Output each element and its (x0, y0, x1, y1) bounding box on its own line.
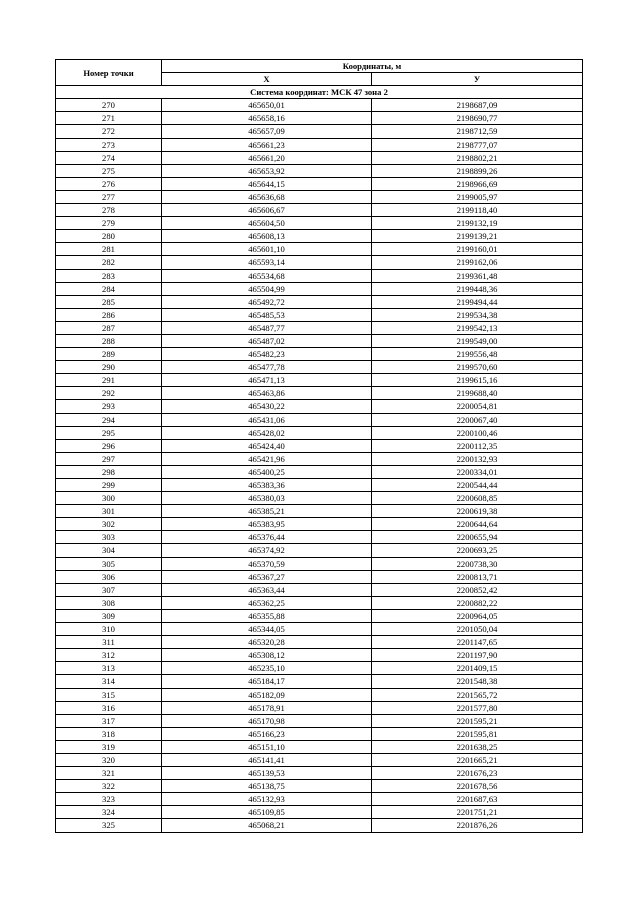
y-coordinate-cell: 2201050,04 (372, 623, 583, 636)
point-number-cell: 305 (56, 557, 162, 570)
x-coordinate-cell: 465424,40 (162, 439, 372, 452)
point-number-cell: 283 (56, 269, 162, 282)
table-row (56, 269, 583, 282)
y-coordinate-cell: 2201595,21 (372, 714, 583, 727)
y-coordinate-cell: 2200813,71 (372, 570, 583, 583)
table-row (56, 177, 583, 190)
point-number-cell: 289 (56, 348, 162, 361)
y-coordinate-cell: 2201409,15 (372, 662, 583, 675)
y-coordinate-cell: 2201751,21 (372, 806, 583, 819)
table-row (56, 190, 583, 203)
table-row (56, 295, 583, 308)
x-coordinate-cell: 465376,44 (162, 531, 372, 544)
point-number-cell: 314 (56, 675, 162, 688)
x-coordinate-cell: 465068,21 (162, 819, 372, 832)
x-coordinate-cell: 465151,10 (162, 740, 372, 753)
x-coordinate-cell: 465362,25 (162, 596, 372, 609)
x-coordinate-cell: 465109,85 (162, 806, 372, 819)
x-coordinate-cell: 465166,23 (162, 727, 372, 740)
y-coordinate-cell: 2199005,97 (372, 190, 583, 203)
table-row (56, 544, 583, 557)
y-coordinate-cell: 2200852,42 (372, 583, 583, 596)
table-row (56, 819, 583, 832)
y-coordinate-cell: 2200693,25 (372, 544, 583, 557)
coordinate-system-label: Система координат: МСК 47 зона 2 (56, 86, 583, 99)
point-number-cell: 303 (56, 531, 162, 544)
x-coordinate-cell: 465593,14 (162, 256, 372, 269)
table-row (56, 675, 583, 688)
y-coordinate-cell: 2200644,64 (372, 518, 583, 531)
table-row (56, 753, 583, 766)
point-number-cell: 297 (56, 452, 162, 465)
y-coordinate-cell: 2198687,09 (372, 99, 583, 112)
y-coordinate-cell: 2200132,93 (372, 452, 583, 465)
point-number-cell: 285 (56, 295, 162, 308)
x-coordinate-cell: 465184,17 (162, 675, 372, 688)
x-coordinate-cell: 465431,06 (162, 413, 372, 426)
x-coordinate-cell: 465661,20 (162, 151, 372, 164)
y-coordinate-cell: 2200619,38 (372, 505, 583, 518)
table-row (56, 806, 583, 819)
point-number-cell: 310 (56, 623, 162, 636)
x-coordinate-cell: 465344,05 (162, 623, 372, 636)
x-coordinate-cell: 465644,15 (162, 177, 372, 190)
x-coordinate-cell: 465320,28 (162, 636, 372, 649)
point-number-cell: 296 (56, 439, 162, 452)
y-coordinate-cell: 2199570,60 (372, 361, 583, 374)
x-coordinate-cell: 465658,16 (162, 112, 372, 125)
table-row (56, 282, 583, 295)
table-row (56, 649, 583, 662)
table-row (56, 334, 583, 347)
point-number-cell: 291 (56, 374, 162, 387)
point-number-cell: 313 (56, 662, 162, 675)
point-number-cell: 290 (56, 361, 162, 374)
y-coordinate-cell: 2199118,40 (372, 204, 583, 217)
table-row (56, 740, 583, 753)
y-coordinate-cell: 2199139,21 (372, 230, 583, 243)
y-coordinate-cell: 2201147,65 (372, 636, 583, 649)
x-coordinate-cell: 465485,53 (162, 308, 372, 321)
y-coordinate-cell: 2201577,80 (372, 701, 583, 714)
x-coordinate-cell: 465482,23 (162, 348, 372, 361)
y-coordinate-cell: 2198899,26 (372, 164, 583, 177)
x-coordinate-cell: 465492,72 (162, 295, 372, 308)
x-coordinate-cell: 465235,10 (162, 662, 372, 675)
y-coordinate-cell: 2201197,90 (372, 649, 583, 662)
table-row (56, 138, 583, 151)
point-number-cell: 274 (56, 151, 162, 164)
y-coordinate-cell: 2199615,16 (372, 374, 583, 387)
y-coordinate-cell: 2199448,36 (372, 282, 583, 295)
y-coordinate-cell: 2199162,06 (372, 256, 583, 269)
point-number-cell: 276 (56, 177, 162, 190)
table-row (56, 243, 583, 256)
x-coordinate-cell: 465608,13 (162, 230, 372, 243)
table-row (56, 465, 583, 478)
point-number-cell: 270 (56, 99, 162, 112)
point-number-cell: 272 (56, 125, 162, 138)
y-coordinate-cell: 2200738,30 (372, 557, 583, 570)
table-row (56, 230, 583, 243)
point-number-cell: 298 (56, 465, 162, 478)
x-coordinate-cell: 465132,93 (162, 793, 372, 806)
y-coordinate-cell: 2200964,05 (372, 609, 583, 622)
point-number-cell: 312 (56, 649, 162, 662)
x-coordinate-cell: 465657,09 (162, 125, 372, 138)
table-row (56, 361, 583, 374)
y-coordinate-cell: 2200334,01 (372, 465, 583, 478)
point-number-cell: 323 (56, 793, 162, 806)
y-coordinate-cell: 2200882,22 (372, 596, 583, 609)
x-coordinate-cell: 465380,03 (162, 492, 372, 505)
x-coordinate-cell: 465178,91 (162, 701, 372, 714)
x-coordinate-cell: 465653,92 (162, 164, 372, 177)
point-number-cell: 316 (56, 701, 162, 714)
y-coordinate-cell: 2198802,21 (372, 151, 583, 164)
table-row (56, 583, 583, 596)
y-coordinate-cell: 2199160,01 (372, 243, 583, 256)
y-coordinate-cell: 2199549,00 (372, 334, 583, 347)
x-coordinate-cell: 465661,23 (162, 138, 372, 151)
x-coordinate-cell: 465141,41 (162, 753, 372, 766)
table-row (56, 374, 583, 387)
point-number-cell: 325 (56, 819, 162, 832)
table-row (56, 623, 583, 636)
table-row (56, 479, 583, 492)
table-row (56, 387, 583, 400)
header-row (56, 60, 583, 73)
x-coordinate-cell: 465601,10 (162, 243, 372, 256)
table-row (56, 452, 583, 465)
point-number-cell: 273 (56, 138, 162, 151)
table-row (56, 570, 583, 583)
point-number-cell: 284 (56, 282, 162, 295)
x-coordinate-cell: 465477,78 (162, 361, 372, 374)
point-number-header: Номер точки (56, 60, 162, 86)
point-number-cell: 304 (56, 544, 162, 557)
y-coordinate-cell: 2199556,48 (372, 348, 583, 361)
table-row (56, 164, 583, 177)
point-number-cell: 278 (56, 204, 162, 217)
table-row (56, 439, 583, 452)
table-row (56, 151, 583, 164)
x-coordinate-cell: 465170,98 (162, 714, 372, 727)
x-coordinate-cell: 465383,36 (162, 479, 372, 492)
y-header: У (372, 73, 583, 86)
table-row (56, 688, 583, 701)
y-coordinate-cell: 2200608,85 (372, 492, 583, 505)
y-coordinate-cell: 2201665,21 (372, 753, 583, 766)
table-row (56, 217, 583, 230)
y-coordinate-cell: 2198966,69 (372, 177, 583, 190)
y-coordinate-cell: 2201676,23 (372, 767, 583, 780)
table-row (56, 714, 583, 727)
point-number-cell: 281 (56, 243, 162, 256)
x-header: X (162, 73, 372, 86)
point-number-cell: 287 (56, 321, 162, 334)
point-number-cell: 309 (56, 609, 162, 622)
x-coordinate-cell: 465374,92 (162, 544, 372, 557)
y-coordinate-cell: 2198690,77 (372, 112, 583, 125)
table-row (56, 348, 583, 361)
point-number-cell: 288 (56, 334, 162, 347)
x-coordinate-cell: 465139,53 (162, 767, 372, 780)
point-number-cell: 277 (56, 190, 162, 203)
point-number-cell: 318 (56, 727, 162, 740)
coordinate-system-row (56, 86, 583, 99)
y-coordinate-cell: 2201687,63 (372, 793, 583, 806)
y-coordinate-cell: 2199542,13 (372, 321, 583, 334)
y-coordinate-cell: 2200054,81 (372, 400, 583, 413)
x-coordinate-cell: 465383,95 (162, 518, 372, 531)
y-coordinate-cell: 2201565,72 (372, 688, 583, 701)
point-number-cell: 306 (56, 570, 162, 583)
point-number-cell: 320 (56, 753, 162, 766)
y-coordinate-cell: 2199132,19 (372, 217, 583, 230)
y-coordinate-cell: 2198777,07 (372, 138, 583, 151)
y-coordinate-cell: 2201876,26 (372, 819, 583, 832)
x-coordinate-cell: 465471,13 (162, 374, 372, 387)
point-number-cell: 311 (56, 636, 162, 649)
y-coordinate-cell: 2199494,44 (372, 295, 583, 308)
table-row (56, 596, 583, 609)
x-coordinate-cell: 465534,68 (162, 269, 372, 282)
x-coordinate-cell: 465487,02 (162, 334, 372, 347)
x-coordinate-cell: 465370,59 (162, 557, 372, 570)
y-coordinate-cell: 2200100,46 (372, 426, 583, 439)
table-row (56, 767, 583, 780)
y-coordinate-cell: 2201678,56 (372, 780, 583, 793)
table-row (56, 609, 583, 622)
point-number-cell: 322 (56, 780, 162, 793)
point-number-cell: 321 (56, 767, 162, 780)
point-number-cell: 282 (56, 256, 162, 269)
point-number-cell: 308 (56, 596, 162, 609)
table-row (56, 112, 583, 125)
point-number-cell: 315 (56, 688, 162, 701)
point-number-cell: 294 (56, 413, 162, 426)
table-row (56, 662, 583, 675)
table-row (56, 256, 583, 269)
y-coordinate-cell: 2200655,94 (372, 531, 583, 544)
x-coordinate-cell: 465650,01 (162, 99, 372, 112)
y-coordinate-cell: 2200544,44 (372, 479, 583, 492)
x-coordinate-cell: 465385,21 (162, 505, 372, 518)
x-coordinate-cell: 465428,02 (162, 426, 372, 439)
x-coordinate-cell: 465138,75 (162, 780, 372, 793)
document-page (55, 59, 582, 833)
table-row (56, 321, 583, 334)
table-row (56, 636, 583, 649)
table-row (56, 426, 583, 439)
y-coordinate-cell: 2200067,40 (372, 413, 583, 426)
y-coordinate-cell: 2199688,40 (372, 387, 583, 400)
table-row (56, 793, 583, 806)
y-coordinate-cell: 2199361,48 (372, 269, 583, 282)
table-row (56, 557, 583, 570)
point-number-cell: 279 (56, 217, 162, 230)
point-number-cell: 293 (56, 400, 162, 413)
table-body (56, 86, 583, 832)
point-number-cell: 286 (56, 308, 162, 321)
x-coordinate-cell: 465182,09 (162, 688, 372, 701)
x-coordinate-cell: 465504,99 (162, 282, 372, 295)
point-number-cell: 317 (56, 714, 162, 727)
x-coordinate-cell: 465308,12 (162, 649, 372, 662)
point-number-cell: 292 (56, 387, 162, 400)
point-number-cell: 302 (56, 518, 162, 531)
table-row (56, 125, 583, 138)
y-coordinate-cell: 2201548,38 (372, 675, 583, 688)
table-row (56, 505, 583, 518)
y-coordinate-cell: 2199534,38 (372, 308, 583, 321)
point-number-cell: 301 (56, 505, 162, 518)
y-coordinate-cell: 2201638,25 (372, 740, 583, 753)
table-row (56, 492, 583, 505)
table-row (56, 531, 583, 544)
table-row (56, 780, 583, 793)
x-coordinate-cell: 465487,77 (162, 321, 372, 334)
point-number-cell: 271 (56, 112, 162, 125)
point-number-cell: 299 (56, 479, 162, 492)
x-coordinate-cell: 465355,88 (162, 609, 372, 622)
coordinates-header: Координаты, м (162, 60, 583, 73)
point-number-cell: 295 (56, 426, 162, 439)
table-row (56, 308, 583, 321)
table-row (56, 413, 583, 426)
table-row (56, 701, 583, 714)
table-row (56, 727, 583, 740)
x-coordinate-cell: 465463,86 (162, 387, 372, 400)
x-coordinate-cell: 465421,96 (162, 452, 372, 465)
table-row (56, 204, 583, 217)
x-coordinate-cell: 465367,27 (162, 570, 372, 583)
x-coordinate-cell: 465606,67 (162, 204, 372, 217)
x-coordinate-cell: 465636,68 (162, 190, 372, 203)
table-row (56, 518, 583, 531)
y-coordinate-cell: 2200112,35 (372, 439, 583, 452)
y-coordinate-cell: 2198712,59 (372, 125, 583, 138)
point-number-cell: 280 (56, 230, 162, 243)
x-coordinate-cell: 465400,25 (162, 465, 372, 478)
point-number-cell: 275 (56, 164, 162, 177)
coordinates-table (55, 59, 583, 833)
x-coordinate-cell: 465363,44 (162, 583, 372, 596)
point-number-cell: 307 (56, 583, 162, 596)
point-number-cell: 300 (56, 492, 162, 505)
x-coordinate-cell: 465604,50 (162, 217, 372, 230)
y-coordinate-cell: 2201595,81 (372, 727, 583, 740)
point-number-cell: 319 (56, 740, 162, 753)
x-coordinate-cell: 465430,22 (162, 400, 372, 413)
point-number-cell: 324 (56, 806, 162, 819)
table-row (56, 99, 583, 112)
table-row (56, 400, 583, 413)
